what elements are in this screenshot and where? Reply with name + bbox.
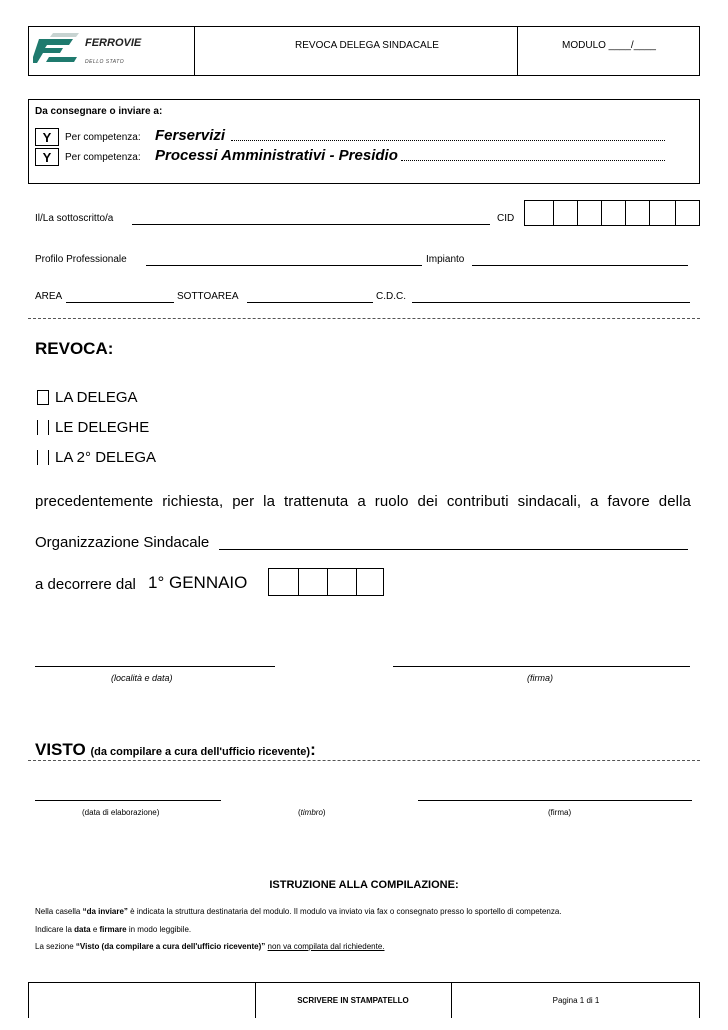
destination-name: Processi Amministrativi - Presidio [155, 147, 398, 164]
year-field[interactable] [268, 568, 384, 596]
ferrovie-logo [33, 31, 79, 67]
option-label: LA 2° DELEGA [55, 449, 157, 466]
option-checkbox[interactable] [37, 420, 49, 435]
option-label: LE DELEGHE [55, 419, 150, 436]
instruction-line: Indicare la data e firmare in modo leggibile. [35, 925, 192, 934]
section-divider [28, 318, 700, 319]
option-checkbox[interactable] [37, 390, 49, 405]
localita-caption: (località e data) [111, 673, 173, 683]
sottoscritto-label: Il/La sottoscritto/a [35, 213, 114, 224]
footer-stampatello: SCRIVERE IN STAMPATELLO [297, 996, 409, 1005]
area-field[interactable] [66, 302, 174, 303]
document-footer [28, 982, 700, 1018]
visto-firma-caption: (firma) [548, 808, 572, 817]
visto-firma-field[interactable] [418, 800, 692, 801]
impianto-field[interactable] [472, 265, 688, 266]
decorrere-label: a decorrere dal [35, 576, 136, 593]
destination-name: Ferservizi [155, 127, 226, 144]
data-elaborazione-caption: (data di elaborazione) [82, 808, 160, 817]
destination-box [28, 99, 700, 184]
area-label: AREA [35, 291, 63, 302]
destination-label: Per competenza: [65, 132, 141, 143]
sottoscritto-field[interactable] [132, 224, 490, 225]
page-number: Pagina 1 di 1 [552, 996, 600, 1005]
brand-subtitle: DELLO STATO [85, 59, 125, 65]
impianto-label: Impianto [426, 254, 465, 265]
destination-row-ferservizi [35, 128, 693, 146]
instruction-line: Nella casella “da inviare” è indicata la struttura destinataria del modulo. Il modulo va inviato via fax o consegnato presso lo sportello di competenza. [35, 907, 562, 916]
destination-checkbox[interactable]: Y [35, 148, 59, 166]
cid-field[interactable] [524, 200, 700, 226]
instructions-title: ISTRUZIONE ALLA COMPILAZIONE: [269, 879, 459, 891]
cdc-label: C.D.C. [376, 291, 406, 302]
option-checkbox[interactable] [37, 450, 49, 465]
cdc-field[interactable] [412, 302, 690, 303]
visto-divider [28, 760, 700, 761]
revoca-heading: REVOCA: [35, 339, 114, 358]
visto-heading: VISTO (da compilare a cura dell'ufficio ricevente): [35, 740, 316, 759]
brand-name: FERROVIE [85, 37, 142, 49]
firma-caption: (firma) [527, 673, 553, 683]
destination-row-presidio [35, 148, 693, 166]
destination-title: Da consegnare o inviare a: [35, 106, 163, 117]
document-header [28, 26, 700, 76]
destination-checkbox[interactable]: Y [35, 128, 59, 146]
org-sindacale-field[interactable] [219, 549, 688, 550]
revoca-text: precedentemente richiesta, per la trattenuta a ruolo dei contributi sindacali, a favore della [35, 493, 691, 510]
timbro-caption: (timbro) [298, 808, 326, 817]
data-elaborazione-field[interactable] [35, 800, 221, 801]
localita-data-field[interactable] [35, 666, 275, 667]
option-label: LA DELEGA [55, 389, 138, 406]
sottoarea-label: SOTTOAREA [177, 291, 239, 302]
document-title: REVOCA DELEGA SINDACALE [295, 40, 439, 51]
decorrere-value: 1° GENNAIO [148, 573, 248, 592]
org-sindacale-label: Organizzazione Sindacale [35, 534, 210, 551]
cid-label: CID [497, 213, 515, 224]
instruction-line: La sezione “Visto (da compilare a cura dell'ufficio ricevente)” non va compilata dal richiedente. [35, 942, 385, 951]
firma-field[interactable] [393, 666, 690, 667]
modulo-number: MODULO ____/____ [562, 40, 656, 51]
profilo-label: Profilo Professionale [35, 254, 127, 265]
profilo-field[interactable] [146, 265, 422, 266]
destination-label: Per competenza: [65, 152, 141, 163]
sottoarea-field[interactable] [247, 302, 373, 303]
